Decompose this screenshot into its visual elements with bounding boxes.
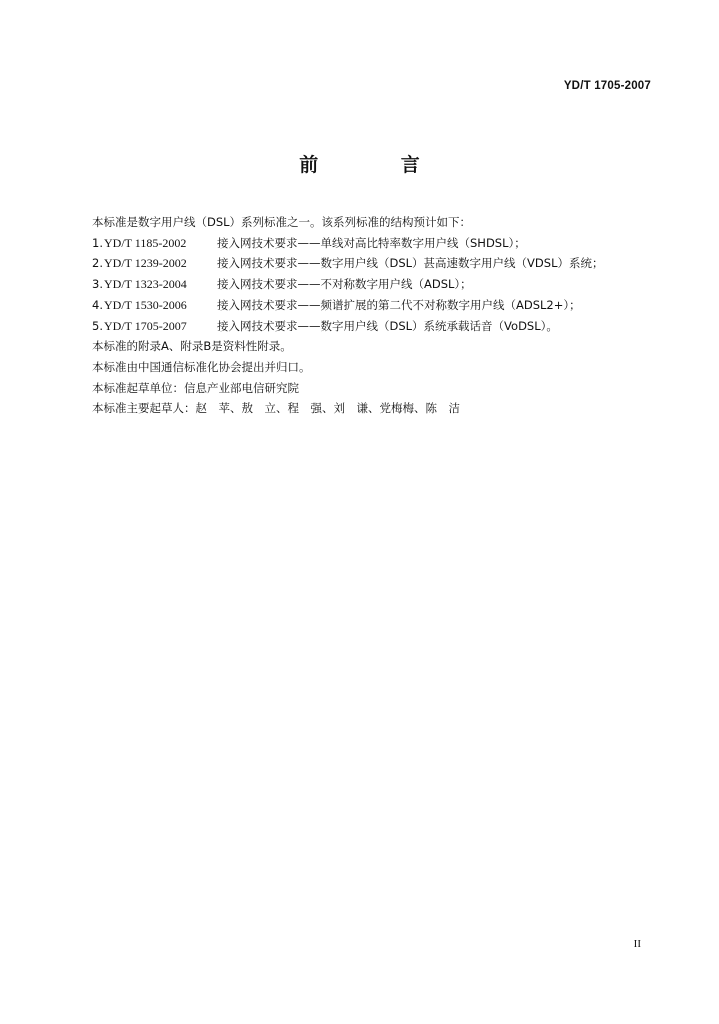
standard-list-item	[92, 295, 662, 316]
standard-title: 接入网技术要求——数字用户线（DSL）甚高速数字用户线（VDSL）系统；	[217, 256, 604, 271]
standard-number: 2.	[92, 256, 103, 271]
standard-list-item	[92, 316, 662, 337]
standard-number: 1.	[92, 235, 103, 250]
foreword-body	[92, 212, 662, 419]
document-code-header: YD/T 1705-2007	[563, 80, 651, 92]
standard-title: 接入网技术要求——频谱扩展的第二代不对称数字用户线（ADSL2+）；	[217, 297, 581, 312]
page-number: II	[633, 938, 641, 950]
drafting-unit: 本标准起草单位：信息产业部电信研究院	[92, 380, 299, 395]
standard-code: YD/T 1185-2002	[104, 235, 187, 250]
standard-number: 5.	[92, 318, 103, 333]
appendix-note: 本标准的附录A、附录B是资料性附录。	[92, 339, 292, 354]
standard-number: 4.	[92, 297, 103, 312]
standard-title: 接入网技术要求——不对称数字用户线（ADSL）；	[217, 277, 472, 292]
standard-title: 接入网技术要求——单线对高比特率数字用户线（SHDSL）；	[217, 235, 526, 250]
standard-number: 3.	[92, 277, 103, 292]
standard-list-item	[92, 274, 662, 295]
intro-paragraph: 本标准是数字用户线（DSL）系列标准之一。该系列标准的结构预计如下：	[92, 215, 472, 229]
proposer-note: 本标准由中国通信标准化协会提出并归口。	[92, 359, 311, 374]
standard-code: YD/T 1530-2006	[104, 297, 187, 312]
drafters-list: 本标准主要起草人：赵 苹、敖 立、程 强、刘 谦、党梅梅、陈 洁	[92, 401, 460, 416]
standard-code: YD/T 1239-2002	[104, 256, 187, 271]
foreword-title: 前 言	[299, 154, 458, 176]
standard-list-item	[92, 233, 662, 254]
standard-title: 接入网技术要求——数字用户线（DSL）系统承载话音（VoDSL）。	[217, 318, 558, 333]
standard-code: YD/T 1323-2004	[104, 277, 187, 292]
standard-list-item	[92, 253, 662, 274]
standard-code: YD/T 1705-2007	[104, 318, 187, 333]
